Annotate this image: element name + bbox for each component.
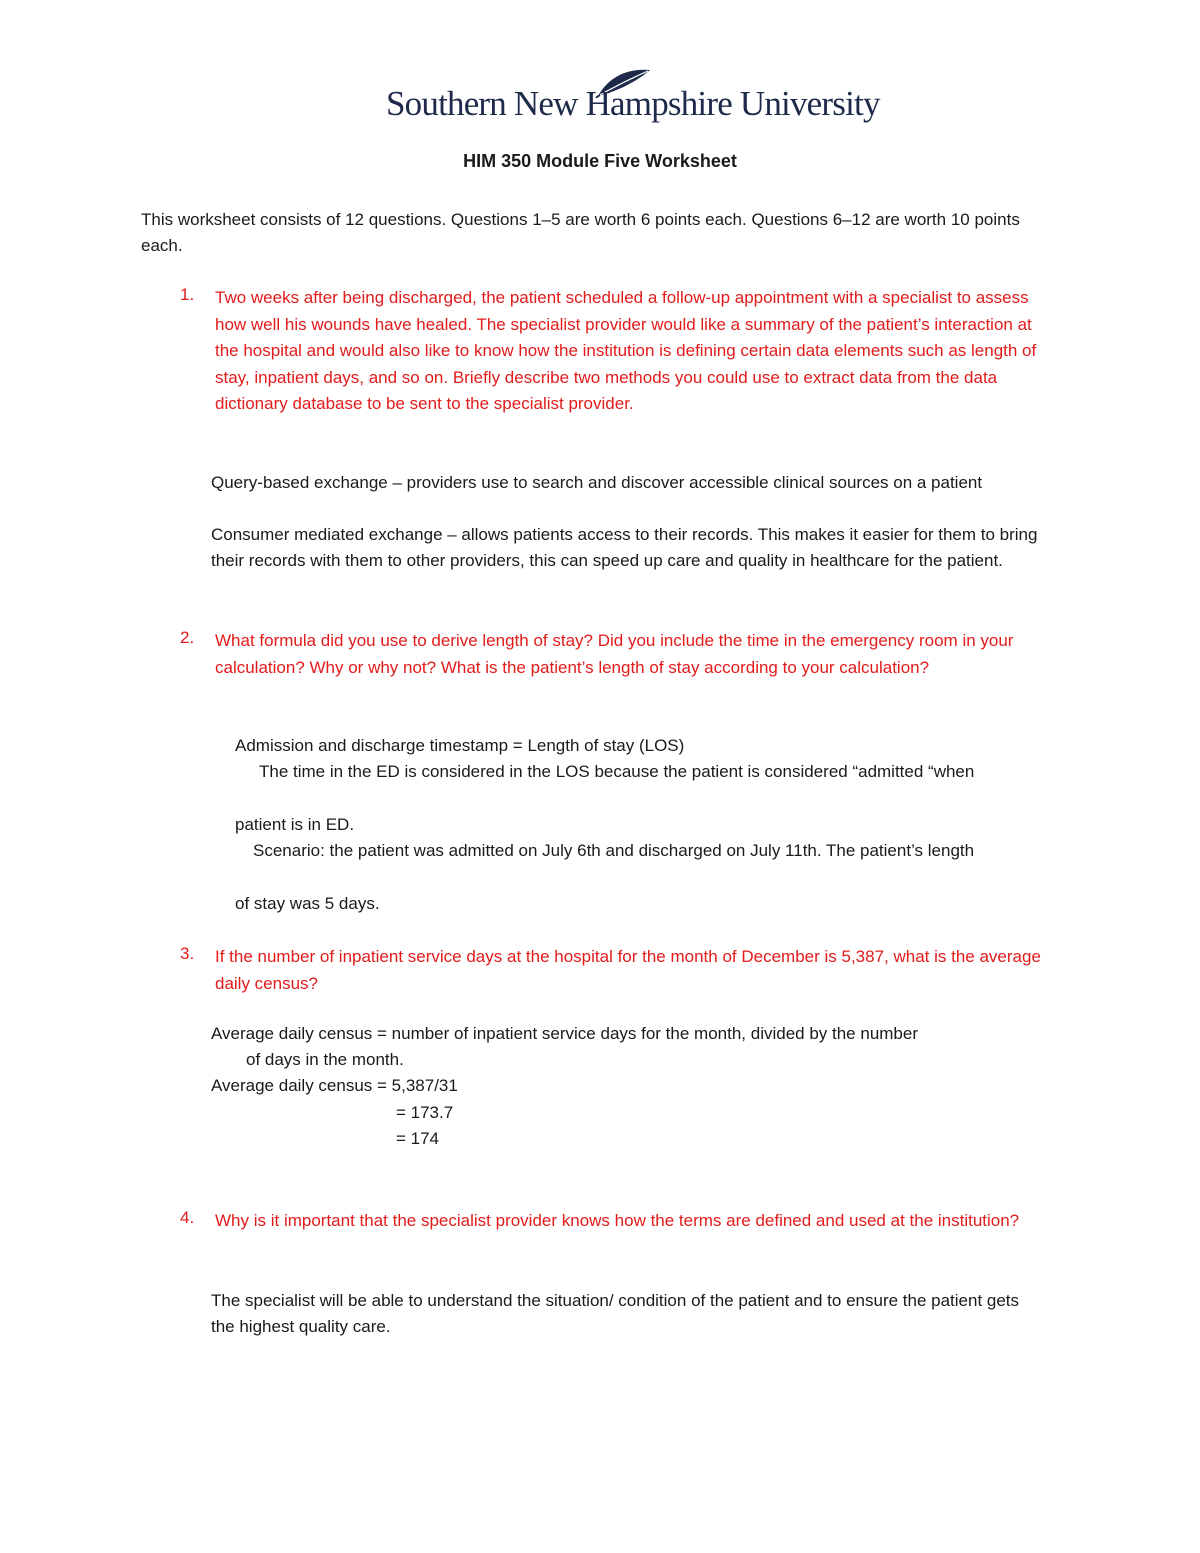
answer-line: Average daily census = number of inpatient service days for the month, divided by the number (211, 1024, 919, 1043)
answer-line: of days in the month. (246, 1050, 404, 1069)
question-number: 4. (180, 1208, 195, 1227)
question-text: Two weeks after being discharged, the patient scheduled a follow-up appointment with a specialist to assess how well his wounds have healed. The specialist provider would like a summary of the patient’s interaction at the hospital and would also like to know how the institution is defining certain data elements such as length of stay, inpatient days, and so on. Briefly describe two methods you could use to extract data from the data dictionary database to be sent to the specialist provider. (215, 288, 1037, 413)
answer-line: Admission and discharge timestamp = Length of stay (LOS) (235, 736, 685, 755)
answer-paragraph: Consumer mediated exchange – allows patients access to their records. This makes it easier for them to bring their records with them to other providers, this can speed up care and quality in healthcare for the patient. (211, 525, 1038, 571)
page-title: HIM 350 Module Five Worksheet (463, 151, 737, 171)
question-text: What formula did you use to derive length of stay? Did you include the time in the emergency room in your calculation? Why or why not? What is the patient’s length of stay according to your calculation? (215, 631, 1014, 677)
answer-paragraph: Query-based exchange – providers use to search and discover accessible clinical sources on a patient (211, 473, 983, 492)
answer-line: patient is in ED. (235, 815, 355, 834)
question-number: 3. (180, 944, 195, 963)
question-number: 1. (180, 285, 195, 304)
answer-line: The time in the ED is considered in the LOS because the patient is considered “admitted “when (259, 762, 975, 781)
university-logo (386, 70, 880, 136)
answer-line: Average daily census = 5,387/31 (211, 1076, 458, 1095)
intro-paragraph: This worksheet consists of 12 questions. Questions 1–5 are worth 6 points each. Questions 6–12 are worth 10 points each. (141, 210, 1020, 255)
answer-line: of stay was 5 days. (235, 894, 380, 913)
question-number: 2. (180, 628, 195, 647)
question-text: If the number of inpatient service days at the hospital for the month of December is 5,387, what is the average daily census? (215, 947, 1041, 993)
answer-paragraph: The specialist will be able to understand the situation/ condition of the patient and to ensure the patient gets the highest quality care. (211, 1291, 1020, 1337)
answer-line: Scenario: the patient was admitted on July 6th and discharged on July 11th. The patient’s length (253, 841, 975, 860)
logo-wordmark: Southern New Hampshire University (386, 84, 880, 123)
answer-line: = 174 (396, 1129, 440, 1148)
question-text: Why is it important that the specialist provider knows how the terms are defined and used at the institution? (215, 1211, 1020, 1230)
answer-line: = 173.7 (396, 1103, 454, 1122)
